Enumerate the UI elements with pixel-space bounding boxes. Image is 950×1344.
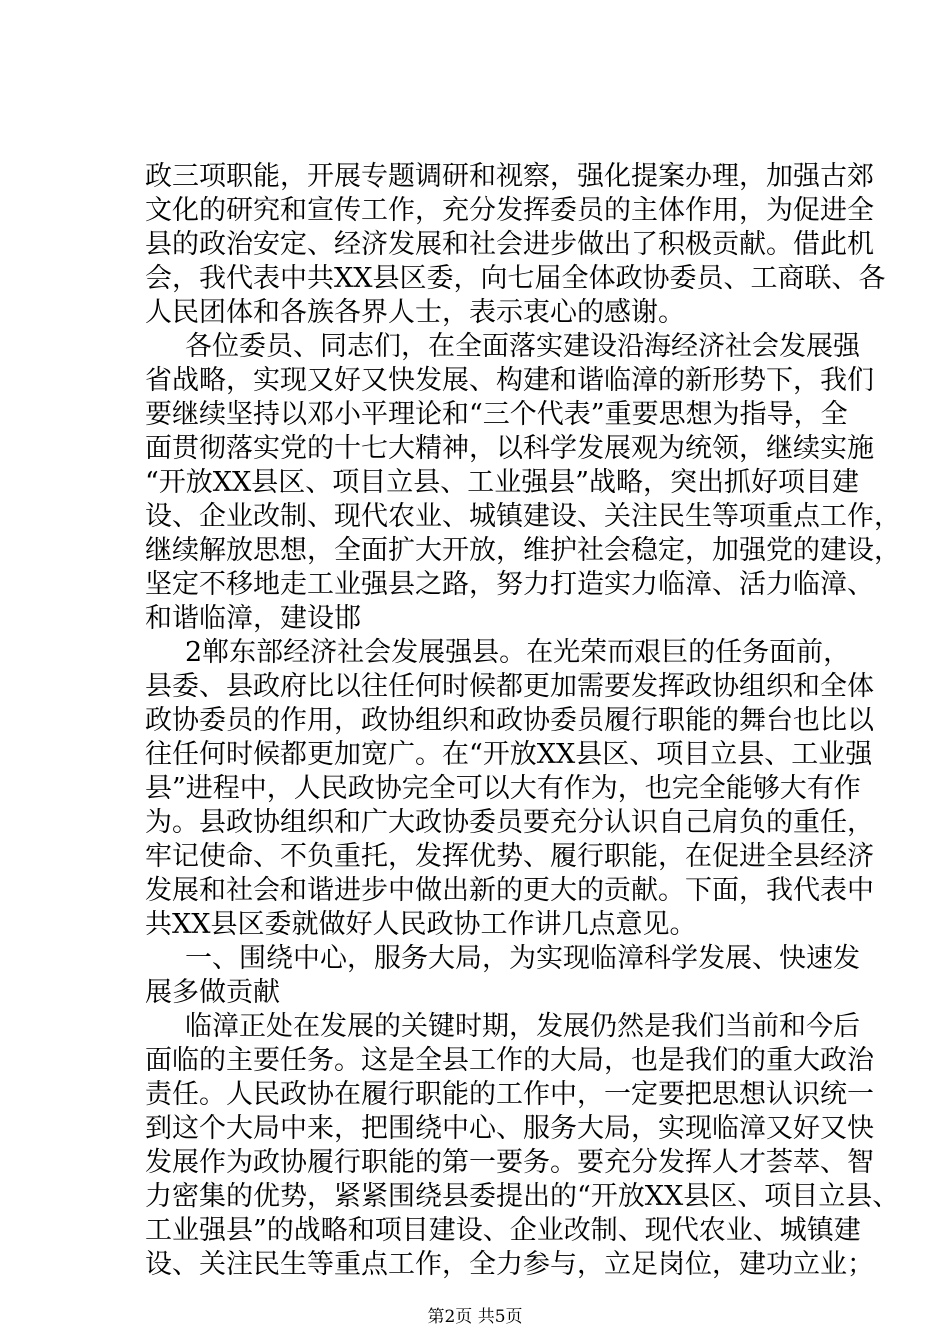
paragraph-line: 人民团体和各族各界人士，表示衷心的感谢。	[145, 297, 685, 328]
paragraph-line: 设、企业改制、现代农业、城镇建设、关注民生等项重点工作，	[145, 501, 901, 532]
paragraph-line: 2郸东部经济社会发展强县。在光荣而艰巨的任务面前，	[185, 637, 851, 668]
paragraph-line: 县”进程中，人民政协完全可以大有作为，也完全能够大有作	[145, 773, 861, 804]
paragraph-line: 政协委员的作用，政协组织和政协委员履行职能的舞台也比以	[145, 705, 874, 736]
paragraph-line: 要继续坚持以邓小平理论和“三个代表”重要思想为指导，全	[145, 399, 848, 430]
paragraph-line: 文化的研究和宣传工作，充分发挥委员的主体作用，为促进全	[145, 195, 874, 226]
paragraph-line: 面临的主要任务。这是全县工作的大局，也是我们的重大政治	[145, 1045, 874, 1076]
paragraph-line: 发展作为政协履行职能的第一要务。要充分发挥人才荟萃、智	[145, 1147, 874, 1178]
paragraph-line: 一、围绕中心，服务大局，为实现临漳科学发展、快速发	[185, 943, 860, 974]
paragraph-line: 责任。人民政协在履行职能的工作中，一定要把思想认识统一	[145, 1079, 874, 1110]
paragraph-line: 和谐临漳，建设邯	[145, 603, 361, 634]
document-page	[145, 160, 901, 1282]
paragraph-line: “开放XX县区、项目立县、工业强县”战略，突出抓好项目建	[145, 467, 860, 498]
paragraph-line: 面贯彻落实党的十七大精神，以科学发展观为统领，继续实施	[145, 433, 874, 464]
paragraph-line: 临漳正处在发展的关键时期，发展仍然是我们当前和今后	[185, 1011, 860, 1042]
paragraph-line: 牢记使命、不负重托，发挥优势、履行职能，在促进全县经济	[145, 841, 874, 872]
paragraph-line: 政三项职能，开展专题调研和视察，强化提案办理，加强古郊	[145, 161, 874, 192]
paragraph-line: 为。县政协组织和广大政协委员要充分认识自己肩负的重任，	[145, 807, 874, 838]
paragraph-line: 往任何时候都更加宽广。在“开放XX县区、项目立县、工业强	[145, 739, 873, 770]
paragraph-line: 发展和社会和谐进步中做出新的更大的贡献。下面，我代表中	[145, 875, 874, 906]
paragraph-line: 力密集的优势，紧紧围绕县委提出的“开放XX县区、项目立县、	[145, 1181, 900, 1212]
paragraph-line: 工业强县”的战略和项目建设、企业改制、现代农业、城镇建	[145, 1215, 861, 1246]
paragraph-line: 继续解放思想，全面扩大开放，维护社会稳定，加强党的建设，	[145, 535, 901, 566]
paragraph-line: 会，我代表中共XX县区委，向七届全体政协委员、工商联、各	[145, 263, 886, 294]
paragraph-line: 共XX县区委就做好人民政协工作讲几点意见。	[145, 909, 697, 940]
paragraph-line: 省战略，实现又好又快发展、构建和谐临漳的新形势下，我们	[145, 365, 874, 396]
paragraph-line: 坚定不移地走工业强县之路，努力打造实力临漳、活力临漳、	[145, 569, 874, 600]
paragraph-line: 县委、县政府比以往任何时候都更加需要发挥政协组织和全体	[145, 671, 874, 702]
paragraph-line: 县的政治安定、经济发展和社会进步做出了积极贡献。借此机	[145, 229, 874, 260]
paragraph-line: 设、关注民生等重点工作，全力参与，立足岗位，建功立业；	[145, 1249, 874, 1280]
paragraph-line: 展多做贡献	[145, 977, 280, 1008]
paragraph-line: 到这个大局中来，把围绕中心、服务大局，实现临漳又好又快	[145, 1113, 874, 1144]
page-footer: 第2页 共5页	[427, 1307, 523, 1327]
paragraph-line: 各位委员、同志们，在全面落实建设沿海经济社会发展强	[185, 331, 860, 362]
